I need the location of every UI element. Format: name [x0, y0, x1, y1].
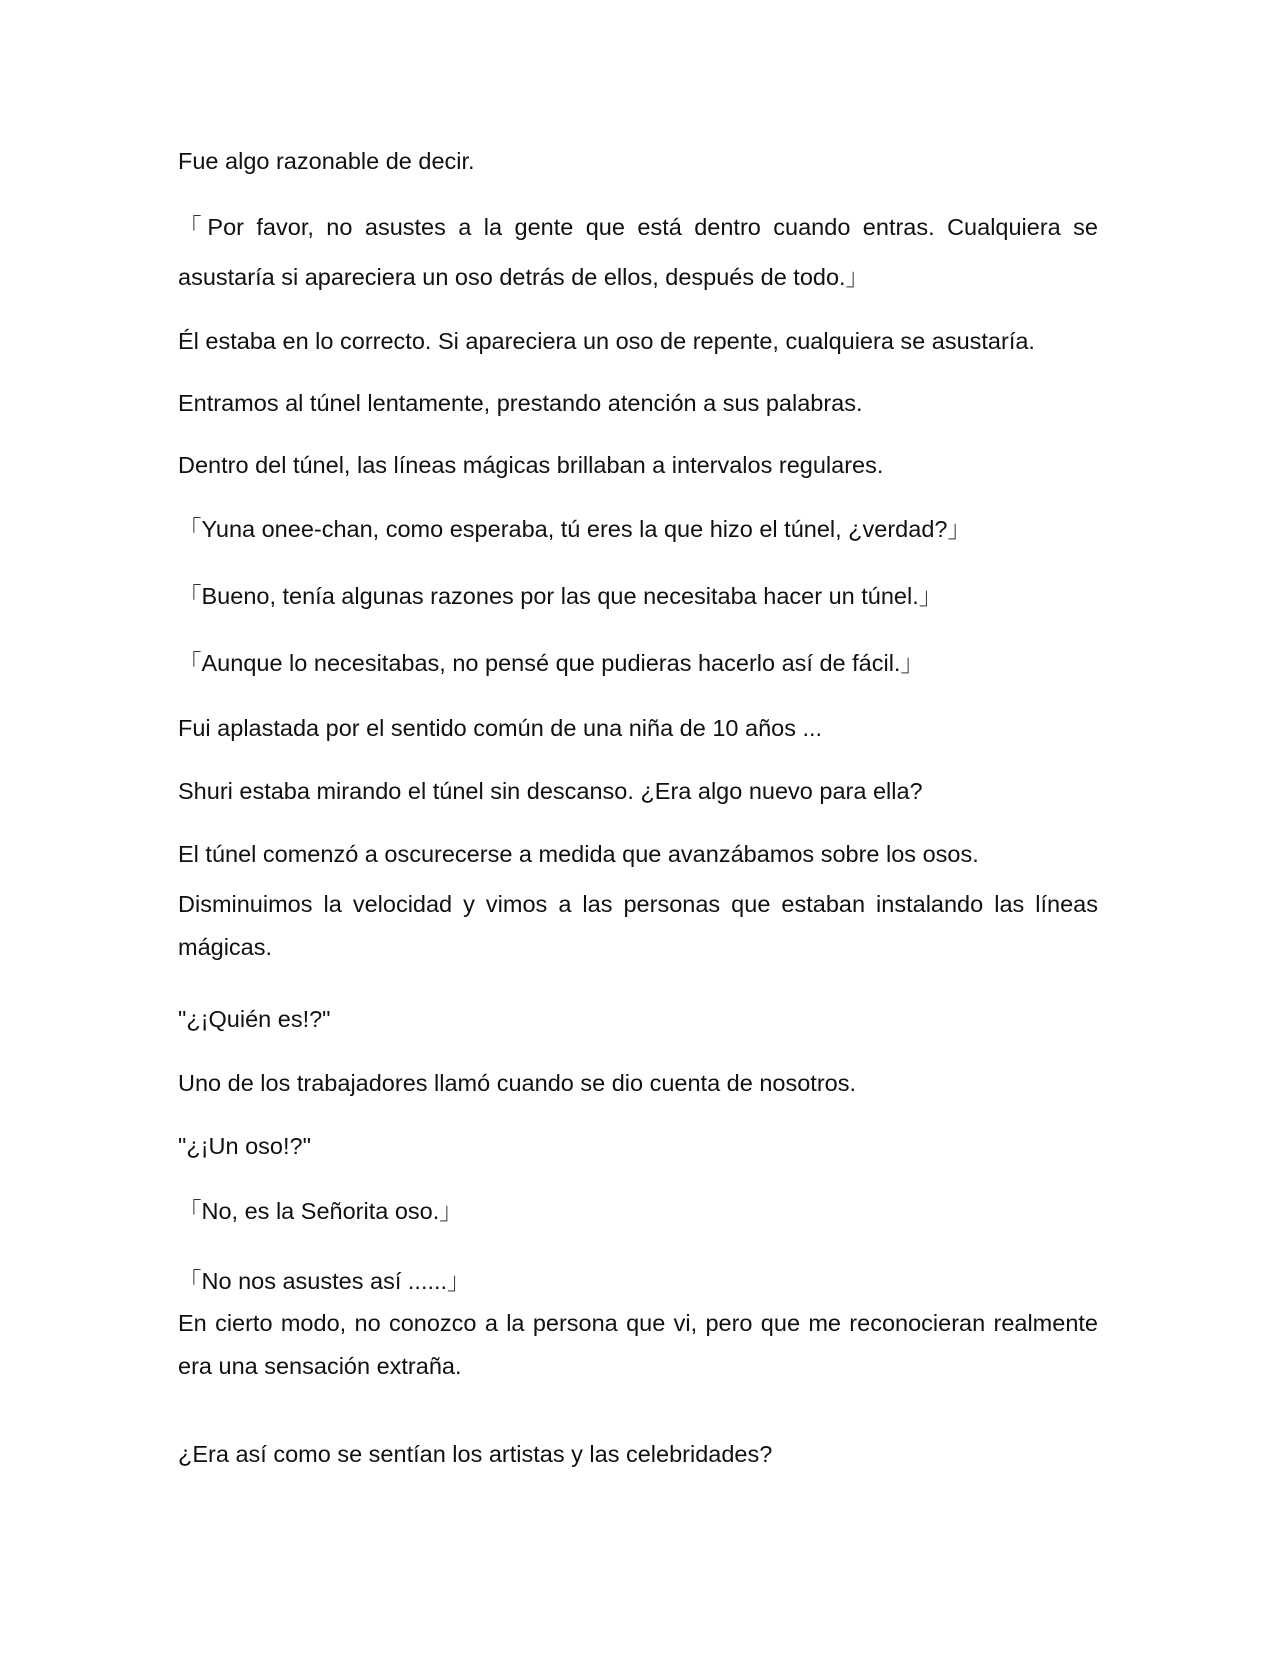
dialogue-paragraph: 「Por favor, no asustes a la gente que está dentro cuando entras. Cualquiera se asustaría si apareciera un oso detrás de ellos, después de todo.」: [178, 214, 1098, 290]
paragraph: Disminuimos la velocidad y vimos a las personas que estaban instalando las líneas mágicas.: [178, 891, 1098, 960]
dialogue-paragraph: 「Bueno, tenía algunas razones por las que necesitaba hacer un túnel.」: [178, 583, 943, 609]
paragraph: En cierto modo, no conozco a la persona que vi, pero que me reconocieran realmente era una sensación extraña.: [178, 1310, 1098, 1379]
paragraph: Fue algo razonable de decir.: [178, 148, 475, 174]
dialogue-paragraph: 「Yuna onee-chan, como esperaba, tú eres la que hizo el túnel, ¿verdad?」: [178, 516, 971, 542]
paragraph: Uno de los trabajadores llamó cuando se dio cuenta de nosotros.: [178, 1070, 857, 1096]
dialogue-paragraph: "¿¡Quién es!?": [178, 1006, 331, 1032]
dialogue-paragraph: 「Aunque lo necesitabas, no pensé que pudieras hacerlo así de fácil.」: [178, 650, 924, 676]
paragraph: Shuri estaba mirando el túnel sin descanso. ¿Era algo nuevo para ella?: [178, 778, 923, 804]
paragraph: Fui aplastada por el sentido común de una niña de 10 años ...: [178, 715, 823, 741]
dialogue-paragraph: 「No nos asustes así ......」: [178, 1268, 471, 1294]
paragraph: Entramos al túnel lentamente, prestando atención a sus palabras.: [178, 390, 863, 416]
paragraph: Él estaba en lo correcto. Si apareciera un oso de repente, cualquiera se asustaría.: [178, 328, 1035, 354]
dialogue-paragraph: 「No, es la Señorita oso.」: [178, 1198, 463, 1224]
paragraph: Dentro del túnel, las líneas mágicas brillaban a intervalos regulares.: [178, 452, 884, 478]
dialogue-paragraph: "¿¡Un oso!?": [178, 1133, 311, 1159]
paragraph: ¿Era así como se sentían los artistas y las celebridades?: [178, 1441, 773, 1467]
paragraph: El túnel comenzó a oscurecerse a medida que avanzábamos sobre los osos.: [178, 841, 979, 867]
